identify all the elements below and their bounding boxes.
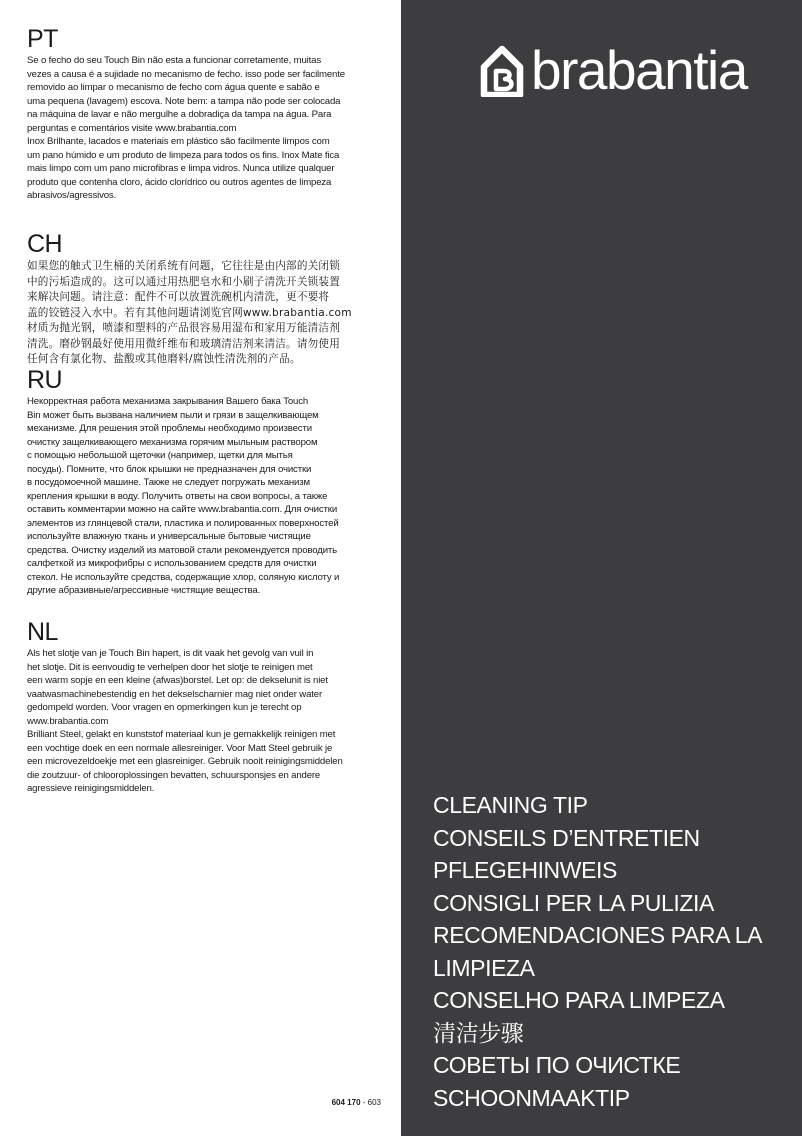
- titles-list: [433, 789, 773, 1114]
- section-pt: [27, 27, 377, 203]
- product-code: [332, 1098, 381, 1107]
- title-ru: СОВЕТЫ ПО ОЧИСТКЕ: [433, 1052, 681, 1078]
- product-code-suffix: 603: [367, 1098, 381, 1107]
- paragraph-pt: Se o fecho do seu Touch Bin não esta a funcionar corretamente, muitas vezes a causa é a sujidade no mecanismo de fecho. isso pode ser facilmente removido ao limpar o mecanismo de fecho com água quente e sabão e uma pequena (lavagem) escova. Note bem: a tampa não pode ser colocada na máquina de lavar e não mergulhe a dobradiça da tampa na água. Para perguntas e comentários visite www.brabantia.com Inox Brilhante, lacados e materiais em plástico são facilmente limpos com um pano húmido e um produto de limpeza para todos os fins. Inox Mate fica mais limpo com um pano microfibras e limpa vidros. Nunca utilize qualquer produto que contenha cloro, ácido clorídrico ou outros agentes de limpeza abrasivos/agressivos.: [27, 55, 345, 201]
- language-code-ru: RU: [27, 366, 63, 394]
- title-ch: 清洁步骤: [433, 1019, 524, 1046]
- title-de: PFLEGEHINWEIS: [433, 857, 617, 883]
- paragraph-ru: Некорректная работа механизма закрывания Вашего бака Touch Bin может быть вызвана наличием пыли и грязи в защелкивающем механизме. Для решения этой проблемы необходимо произвести очистку защелкивающего механизма горячим мыльным раствором с помощью небольшой щеточки (например, щетки для мытья посуды). Помните, что блок крышки не предназначен для очистки в посудомоечной машине. Также не следует погружать механизм крепления крышки в воду. Получить ответы на свои вопросы, а также оставить комментарии можно на сайте www.brabantia.com. Для очистки элементов из глянцевой стали, пластика и полированных поверхностей используйте влажную ткань и универсальные бытовые чистящие средства. Очистку изделий из матовой стали рекомендуется проводить салфеткой из микрофибры с использованием средств для очистки стекол. Не используйте средства, содержащие хлор, соляную кислоту и другие абразивные/агрессивные чистящие вещества.: [27, 396, 340, 596]
- language-code-ch: CH: [27, 230, 63, 258]
- section-ru: [27, 368, 377, 598]
- title-pt: CONSELHO PARA LIMPEZA: [433, 987, 725, 1013]
- title-en: CLEANING TIP: [433, 792, 588, 818]
- product-code-separator: -: [360, 1098, 368, 1107]
- paragraph-nl: Als het slotje van je Touch Bin hapert, is dit vaak het gevolg van vuil in het slotje. Dit is eenvoudig te verhelpen door het slotje te reinigen met een warm sopje en een kleine (afwas)borstel. Let op: de dekselunit is niet vaatwasmachinebestendig en het dekselscharnier mag niet onder water gedompeld worden. Voor vragen en opmerkingen kun je terecht op www.brabantia.com Brilliant Steel, gelakt en kunststof materiaal kun je gemakkelijk reinigen met een vochtige doek en een normale allesreiniger. Voor Matt Steel gebruik je een microvezeldoekje met een glasreiniger. Gebruik nooit reinigingsmiddelen die zoutzuur- of chlooroplossingen bevatten, schuursponsjes en andere agressieve reinigingsmiddelen.: [27, 648, 343, 794]
- title-fr: CONSEILS D’ENTRETIEN: [433, 824, 700, 851]
- title-it: CONSIGLI PER LA PULIZIA: [433, 889, 714, 916]
- brand-logo: [480, 39, 760, 101]
- language-code-pt: PT: [27, 25, 58, 53]
- language-code-nl: NL: [27, 618, 58, 646]
- title-nl: SCHOONMAAKTIP: [433, 1084, 630, 1111]
- paragraph-ch: 如果您的触式卫生桶的关闭系统有问题，它往往是由内部的关闭锁 中的污垢造成的。这可以通过用热肥皂水和小刷子清洗开关锁装置 来解决问题。请注意：配件不可以放置洗碗机内清洗，更不要将 盖的铰链浸入水中。若有其他问题请浏览官网www.brabantia.com 材质为抛光钢，喷漆和塑料的产品很容易用湿布和家用万能清洁剂 清洗。磨砂钢最好使用用微纤维布和玻璃清洁剂来清洁。请勿使用 任何含有氯化物、盐酸或其他磨料/腐蚀性清洗剂的产品。: [27, 260, 352, 365]
- brand-name: brabantia: [531, 39, 747, 101]
- title-es: RECOMENDACIONES PARA LA LIMPIEZA: [433, 922, 761, 981]
- section-nl: [27, 620, 377, 796]
- house-b-logo-icon: [480, 45, 524, 97]
- section-ch: [27, 232, 377, 368]
- product-number: 604 170: [331, 1098, 361, 1107]
